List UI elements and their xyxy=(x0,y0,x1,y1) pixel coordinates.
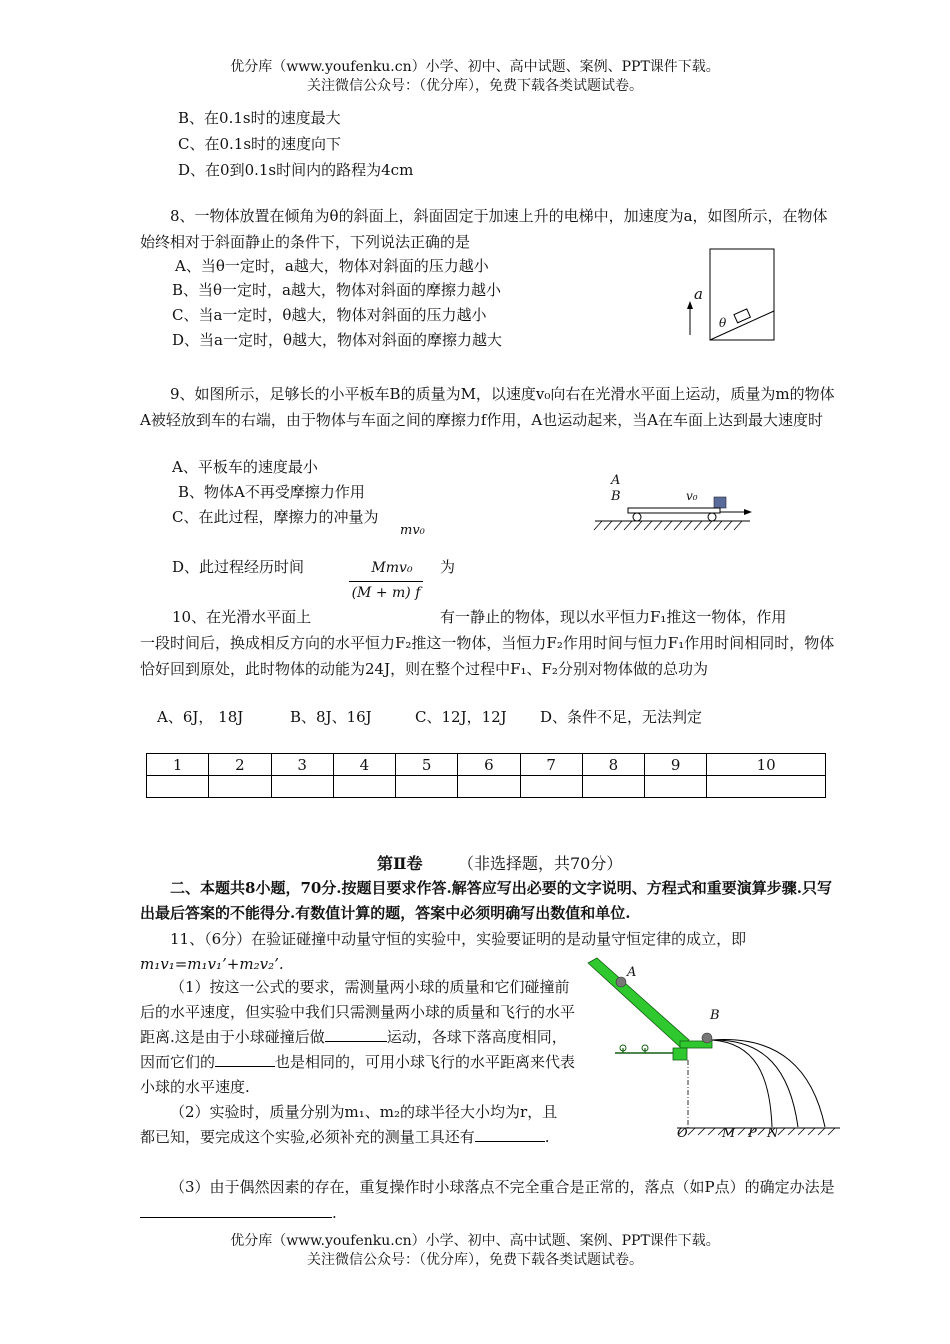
q11-blank-time[interactable] xyxy=(215,1066,275,1067)
answer-col-header: 1 xyxy=(147,754,209,776)
q11-figure-label-p: P xyxy=(748,1126,757,1141)
answer-cell[interactable] xyxy=(271,776,333,798)
answer-col-header: 6 xyxy=(458,754,520,776)
answer-cell[interactable] xyxy=(396,776,458,798)
q11-figure-label-a: A xyxy=(627,965,637,980)
q11-figure-label-b: B xyxy=(710,1008,720,1023)
q11-part3-text: （3）由于偶然因素的存在，重复操作时小球落点不完全重合是正常的，落点（如P点）的确定办法是 xyxy=(170,1178,835,1196)
q9-figure-b-label: B xyxy=(611,489,621,504)
answer-cell[interactable] xyxy=(147,776,209,798)
answer-cell[interactable] xyxy=(645,776,707,798)
q9-option-c: C、在此过程，摩擦力的冲量为 xyxy=(172,508,379,526)
answer-cell[interactable] xyxy=(209,776,271,798)
answer-col-header: 10 xyxy=(707,754,826,776)
q10-option-c: C、12J，12J xyxy=(415,708,507,726)
answer-col-header: 7 xyxy=(520,754,582,776)
q10-option-d: D、条件不足，无法判定 xyxy=(540,708,703,726)
answer-col-header: 9 xyxy=(645,754,707,776)
answer-cell[interactable] xyxy=(707,776,826,798)
q11-part2-end: . xyxy=(544,1128,550,1146)
q11-blank-method[interactable] xyxy=(140,1217,332,1218)
answer-col-header: 5 xyxy=(396,754,458,776)
q9-option-c-expr: mv₀ xyxy=(400,523,425,538)
q9-option-b: B、物体A不再受摩擦力作用 xyxy=(178,483,365,501)
q8-option-c: C、当a一定时，θ越大，物体对斜面的压力越小 xyxy=(172,306,487,324)
q9-stem: 9、如图所示，足够长的小平板车B的质量为M，以速度v₀向右在光滑水平面上运动，质量为m的物体A被轻放到车的右端，由于物体与车面之间的摩擦力f作用，A也运动起来，当A在车面上达到最大速度时 xyxy=(140,385,835,429)
q11-part2 xyxy=(140,1100,570,1150)
q9-fraction-bar xyxy=(349,581,423,582)
q11-part3 xyxy=(140,1174,835,1226)
q11-stem: 11、（6分）在验证碰撞中动量守恒的实验中，实验要证明的是动量守恒定律的成立，即 xyxy=(170,930,747,948)
answer-cell[interactable] xyxy=(520,776,582,798)
q11-part1-b: 运动，各球下落高度相同，因而它们的 xyxy=(140,1028,567,1071)
part2-title: 第Ⅱ卷 xyxy=(377,854,423,873)
q11-part1-c: 也是相同的，可用小球飞行的水平距离来代表小球的水平速度. xyxy=(140,1053,576,1096)
q7-option-c: C、在0.1s时的速度向下 xyxy=(178,135,342,153)
answer-col-header: 8 xyxy=(582,754,644,776)
q10-option-a: A、6J， 18J xyxy=(157,708,244,726)
q11-apparatus-figure xyxy=(585,955,855,1145)
header-line-2: 关注微信公众号：（优分库），免费下载各类试题试卷。 xyxy=(307,78,643,94)
q9-figure-a-label: A xyxy=(611,473,621,488)
q10-stem-c: 一段时间后，换成相反方向的水平恒力F₂推这一物体，当恒力F₂作用时间与恒力F₁作用时间相同时，物体恰好回到原处，此时物体的动能为24J，则在整个过程中F₁、F₂分别对物体做的总功为 xyxy=(140,634,835,678)
header-line-1: 优分库（www.youfenku.cn）小学、初中、高中试题、案例、PPT课件下载。 xyxy=(230,59,720,75)
q8-stem: 8、一物体放置在倾角为θ的斜面上，斜面固定于加速上升的电梯中，加速度为a，如图所示，在物体始终相对于斜面静止的条件下，下列说法正确的是 xyxy=(140,207,828,251)
answer-table-header-row xyxy=(147,754,826,776)
footer-line-1: 优分库（www.youfenku.cn）小学、初中、高中试题、案例、PPT课件下载。 xyxy=(230,1233,720,1249)
q11-formula: m₁v₁=m₁v₁’+m₂v₂’. xyxy=(140,955,284,973)
part2-subtitle: （非选择题，共70分） xyxy=(458,854,623,873)
q11-part2-text: （2）实验时，质量分别为m₁、m₂的球半径大小均为r，且都已知，要完成这个实验,必须补充的测量工具还有 xyxy=(140,1103,558,1146)
q8-option-b: B、当θ一定时，a越大，物体对斜面的摩擦力越小 xyxy=(172,281,501,299)
q8-figure-theta-label: θ xyxy=(719,316,727,330)
q8-option-a: A、当θ一定时，a越大，物体对斜面的压力越小 xyxy=(175,257,489,275)
q9-figure-v0-label: v₀ xyxy=(686,489,698,503)
q9-option-a: A、平板车的速度最小 xyxy=(172,458,318,476)
answer-col-header: 4 xyxy=(333,754,395,776)
q11-blank-motion[interactable] xyxy=(325,1041,387,1042)
q11-blank-tool[interactable] xyxy=(475,1141,545,1142)
q10-stem-a: 10、在光滑水平面上 xyxy=(172,608,312,626)
answer-col-header: 2 xyxy=(209,754,271,776)
part2-instructions: 二、本题共8小题，70分.按题目要求作答.解答应写出必要的文字说明、方程式和重要演算步骤.只写出最后答案的不能得分.有数值计算的题，答案中必须明确写出数值和单位. xyxy=(140,879,832,922)
q11-part3-end: . xyxy=(332,1204,337,1222)
answer-cell[interactable] xyxy=(333,776,395,798)
q10-option-b: B、8J、16J xyxy=(290,708,372,726)
answer-table xyxy=(146,753,826,798)
footer-line-2: 关注微信公众号：（优分库），免费下载各类试题试卷。 xyxy=(307,1252,643,1268)
q9-option-d-prefix: D、此过程经历时间 xyxy=(172,558,305,576)
q9-option-d-numerator: Mmv₀ xyxy=(371,560,413,576)
q10-stem-b: 有一静止的物体，现以水平恒力F₁推这一物体，作用 xyxy=(440,608,787,626)
answer-cell[interactable] xyxy=(582,776,644,798)
q11-figure-label-m: M xyxy=(722,1126,736,1141)
q8-option-d: D、当a一定时，θ越大，物体对斜面的摩擦力越大 xyxy=(172,331,503,349)
q11-part1-a: （1）按这一公式的要求，需测量两小球的质量和它们碰撞前后的水平速度，但实验中我们只需测量两小球的质量和飞行的水平距离.这是由于小球碰撞后做 xyxy=(140,978,576,1046)
q11-figure-label-n: N xyxy=(767,1126,779,1141)
q7-option-d: D、在0到0.1s时间内的路程为4cm xyxy=(178,161,414,179)
answer-cell[interactable] xyxy=(458,776,520,798)
q9-option-d-denominator: (M + m) f xyxy=(351,585,421,601)
q11-figure-label-o: O xyxy=(677,1126,688,1141)
q9-option-d-suffix: 为 xyxy=(440,558,456,576)
q7-option-b: B、在0.1s时的速度最大 xyxy=(178,109,341,127)
q8-figure-a-label: a xyxy=(694,285,703,303)
answer-col-header: 3 xyxy=(271,754,333,776)
q11-part1 xyxy=(140,975,580,1100)
answer-table-blank-row xyxy=(147,776,826,798)
